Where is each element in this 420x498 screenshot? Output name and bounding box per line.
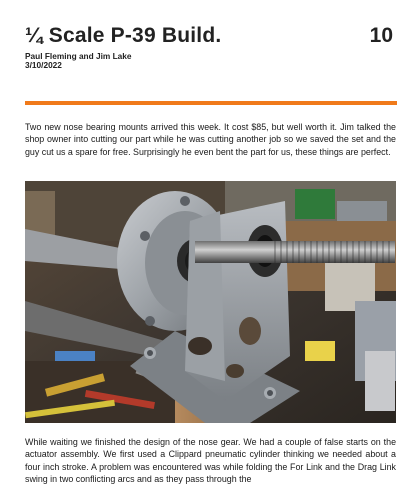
paragraph-nose-gear: While waiting we finished the design of the nose gear. We had a couple of false starts on the actuator assembly. We first used a Clippard pneumatic cylinder thinking we needed about a four inch stroke. A problem was encountered was while folding the For Link and the Drag Link swing in two conflicting arcs and as they pass through the [25,437,396,485]
page-number: 10 [369,24,393,47]
title-row [25,24,395,52]
authors-line: Paul Fleming and Jim Lake [25,51,132,61]
page-title: ¼ Scale P-39 Build. [25,24,222,47]
bearing-mount-photo [25,181,396,423]
paragraph-intro: Two new nose bearing mounts arrived this week. It cost $85, but well worth it. Jim talked the shop owner into cutting our part while he was cutting another job so we saved the set and the guy cut us a spare for free. Surprisingly he even bent the part for us, these things are perfect. [25,122,396,157]
date-line: 3/10/2022 [25,60,62,70]
orange-divider [25,101,397,105]
